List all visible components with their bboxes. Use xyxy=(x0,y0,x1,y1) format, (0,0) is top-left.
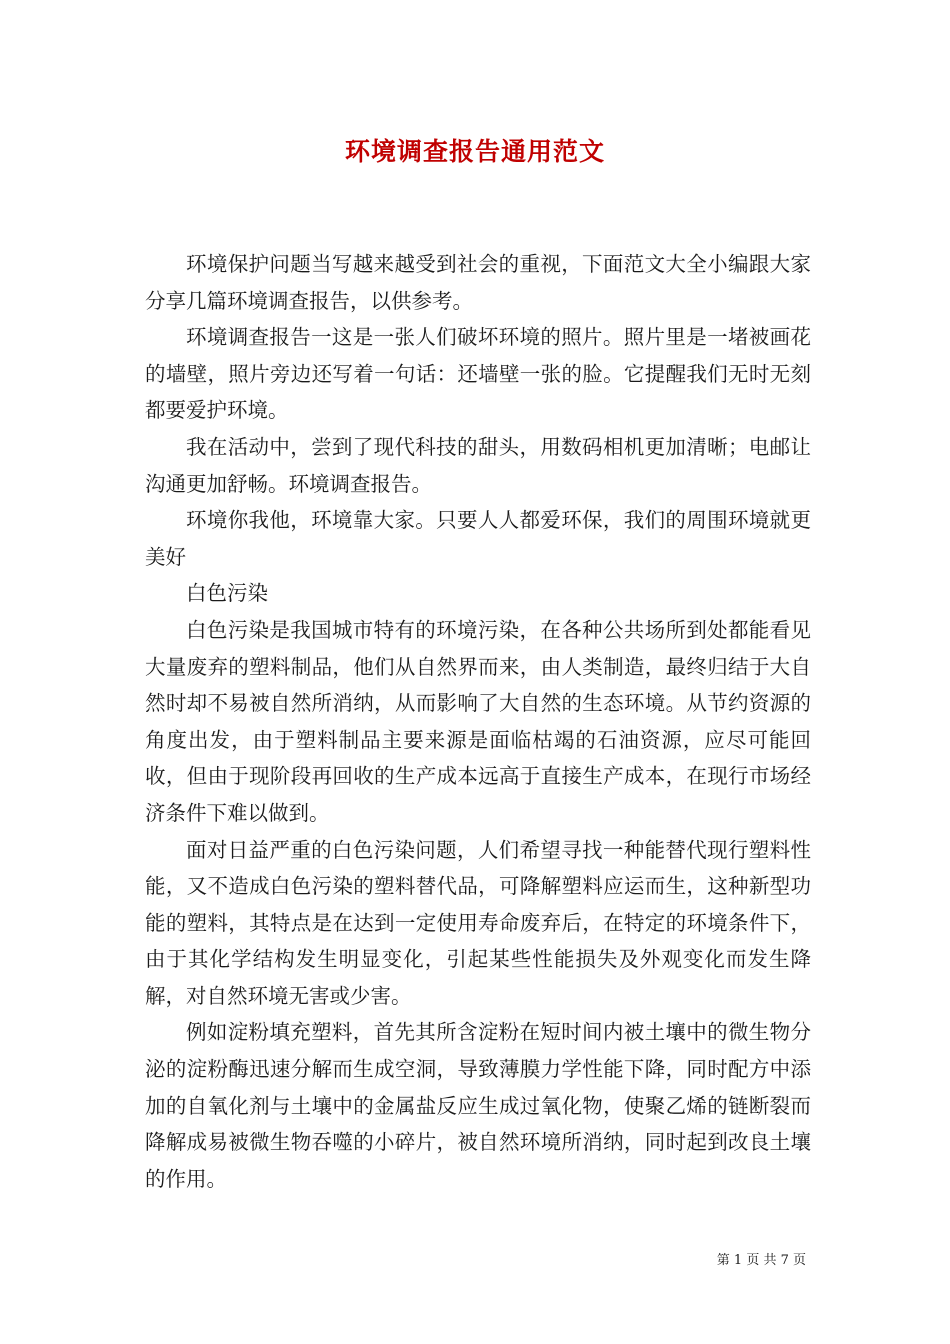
paragraph-4: 环境你我他，环境靠大家。只要人人都爱环保，我们的周围环境就更美好 xyxy=(145,508,811,569)
page-number: 第 1 页 共 7 页 xyxy=(716,1253,806,1268)
paragraph-6: 面对日益严重的白色污染问题，人们希望寻找一种能替代现行塑料性能，又不造成白色污染的塑料替代品，可降解塑料应运而生，这种新型功能的塑料，其特点是在达到一定使用寿命废弃后，在特定的环境条件下，由于其化学结构发生明显变化，引起某些性能损失及外观变化而发生降解，对自然环境无害或少害。 xyxy=(145,837,811,1008)
paragraph-3: 我在活动中，尝到了现代科技的甜头，用数码相机更加清晰；电邮让沟通更加舒畅。环境调查报告。 xyxy=(145,434,811,496)
section-heading: 白色污染 xyxy=(186,581,268,606)
document-title: 环境调查报告通用范文 xyxy=(344,137,605,166)
paragraph-7: 例如淀粉填充塑料，首先其所含淀粉在短时间内被土壤中的微生物分泌的淀粉酶迅速分解而生成空洞，导致薄膜力学性能下降，同时配方中添加的自氧化剂与土壤中的金属盐反应生成过氧化物，使聚乙烯的链断裂而降解成易被微生物吞噬的小碎片，被自然环境所消纳，同时起到改良土壤的作用。 xyxy=(145,1020,811,1191)
document-body xyxy=(145,246,811,1197)
paragraph-1: 环境保护问题当写越来越受到社会的重视，下面范文大全小编跟大家分享几篇环境调查报告，以供参考。 xyxy=(145,252,811,313)
paragraph-5: 白色污染是我国城市特有的环境污染，在各种公共场所到处都能看见大量废弃的塑料制品，他们从自然界而来，由人类制造，最终归结于大自然时却不易被自然所消纳，从而影响了大自然的生态环境。从节约资源的角度出发，由于塑料制品主要来源是面临枯竭的石油资源，应尽可能回收，但由于现阶段再回收的生产成本远高于直接生产成本，在现行市场经济条件下难以做到。 xyxy=(145,617,811,825)
paragraph-2: 环境调查报告一这是一张人们破坏环境的照片。照片里是一堵被画花的墙壁，照片旁边还写着一句话：还墙壁一张的脸。它提醒我们无时无刻都要爱护环境。 xyxy=(145,325,811,423)
